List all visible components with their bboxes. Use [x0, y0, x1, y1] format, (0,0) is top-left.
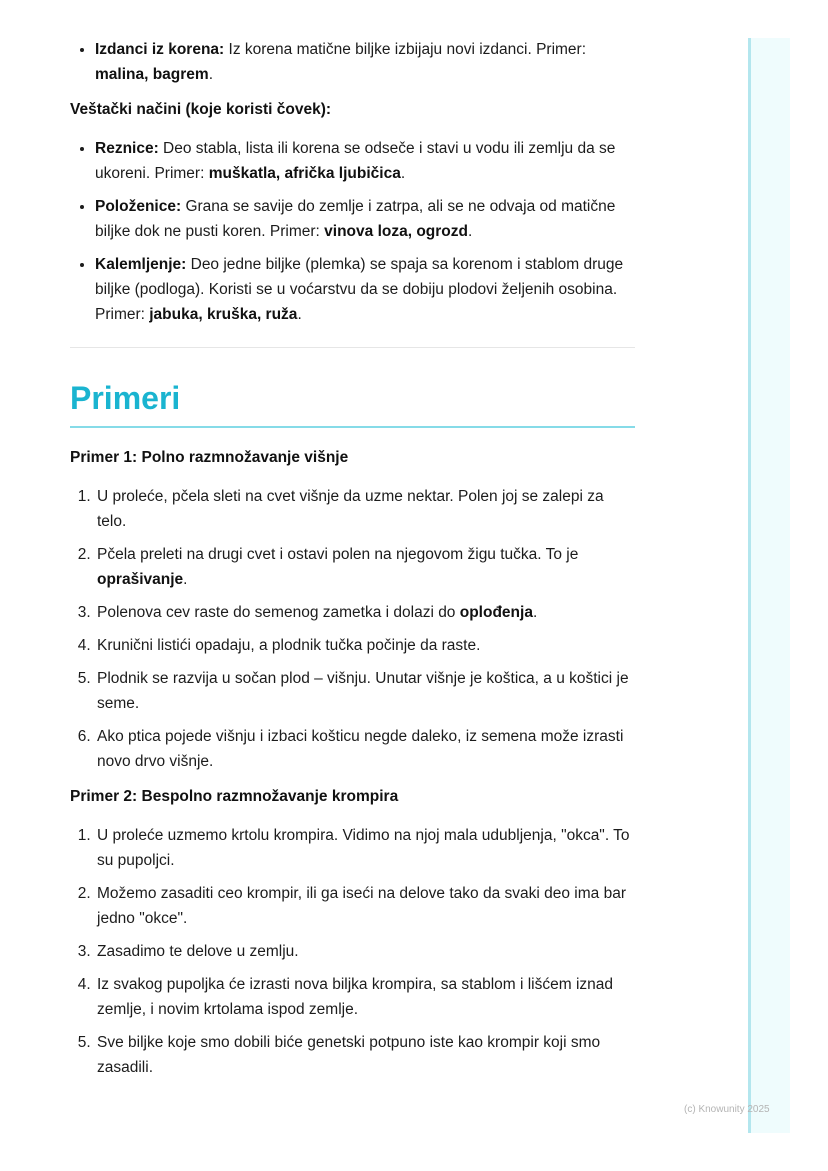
- list-item: [95, 484, 635, 534]
- list-item: [95, 194, 635, 244]
- document-body: [70, 37, 635, 1088]
- bold-text: Kalemljenje:: [95, 256, 187, 273]
- artificial-methods-list: [70, 136, 635, 327]
- text: Polenova cev raste do semenog zametka i dolazi do: [97, 604, 460, 621]
- list-item: [95, 972, 635, 1022]
- bold-text: jabuka, kruška, ruža: [149, 306, 298, 323]
- bold-text: oplođenja: [459, 604, 533, 621]
- example2-title: Primer 2: Bespolno razmnožavanje krompira: [70, 788, 399, 805]
- text: Grana se savije do zemlje i zatrpa, ali se ne odvaja od matične biljke dok ne pusti koren. Primer:: [95, 198, 616, 240]
- list-item: [95, 666, 635, 716]
- text: U proleće uzmemo krtolu krompira. Vidimo na njoj mala udubljenja, "okca". To su pupoljci.: [97, 827, 630, 869]
- text: Ako ptica pojede višnju i izbaci košticu negde daleko, iz semena može izrasti novo drvo višnje.: [97, 728, 624, 770]
- text: .: [532, 604, 538, 621]
- text: .: [297, 306, 302, 323]
- artificial-methods-heading: Veštački načini (koje koristi čovek):: [70, 101, 332, 118]
- list-item: [95, 542, 635, 592]
- list-item: [95, 881, 635, 931]
- text: Deo jedne biljke (plemka) se spaja sa korenom i stablom druge biljke (podloga). Koristi se u voćarstvu da se dobiju plodovi željenih osobina. Primer:: [95, 256, 624, 323]
- list-item: [95, 37, 635, 87]
- side-panel: [748, 38, 790, 1133]
- text: Iz korena matične biljke izbijaju novi izdanci. Primer:: [224, 41, 587, 58]
- text: Pčela preleti na drugi cvet i ostavi polen na njegovom žigu tučka. To je: [97, 546, 579, 563]
- bold-text: oprašivanje: [97, 571, 184, 588]
- text: .: [467, 223, 473, 240]
- list-item: [95, 600, 635, 625]
- text: .: [208, 66, 214, 83]
- text: Zasadimo te delove u zemlju.: [97, 943, 299, 960]
- text: .: [400, 165, 406, 182]
- bold-text: Izdanci iz korena:: [95, 41, 225, 58]
- natural-methods-list: [70, 37, 635, 87]
- list-item: [95, 136, 635, 186]
- text: Deo stabla, lista ili korena se odseče i stavi u vodu ili zemlju da se ukoreni. Primer:: [95, 140, 616, 182]
- list-item: [95, 939, 635, 964]
- bold-text: Reznice:: [95, 140, 159, 157]
- bold-text: vinova loza, ogrozd: [324, 223, 468, 240]
- list-item: [95, 252, 635, 327]
- example2-steps: [70, 823, 635, 1080]
- example1-steps: [70, 484, 635, 774]
- list-item: [95, 724, 635, 774]
- list-item: [95, 1030, 635, 1080]
- text: .: [183, 571, 188, 588]
- list-item: [95, 633, 635, 658]
- text: U proleće, pčela sleti na cvet višnje da uzme nektar. Polen joj se zalepi za telo.: [97, 488, 604, 530]
- list-item: [95, 823, 635, 873]
- text: Sve biljke koje smo dobili biće genetski potpuno iste kao krompir koji smo zasadili.: [97, 1034, 601, 1076]
- section-title: Primeri: [70, 378, 635, 428]
- text: Iz svakog pupoljka će izrasti nova biljka krompira, sa stablom i lišćem iznad zemlje, i novim krtolama ispod zemlje.: [97, 976, 614, 1018]
- copyright-footer: (c) Knowunity 2025: [684, 1104, 770, 1115]
- example1-title: Primer 1: Polno razmnožavanje višnje: [70, 449, 349, 466]
- text: Krunični listići opadaju, a plodnik tučka počinje da raste.: [97, 637, 481, 654]
- bold-text: muškatla, afrička ljubičica: [208, 165, 401, 182]
- bold-text: Položenice:: [95, 198, 182, 215]
- text: Možemo zasaditi ceo krompir, ili ga iseći na delove tako da svaki deo ima bar jedno "okce".: [97, 885, 626, 927]
- divider: [70, 347, 635, 348]
- text: Plodnik se razvija u sočan plod – višnju. Unutar višnje je koštica, a u koštici je seme.: [97, 670, 629, 712]
- bold-text: malina, bagrem: [95, 66, 209, 83]
